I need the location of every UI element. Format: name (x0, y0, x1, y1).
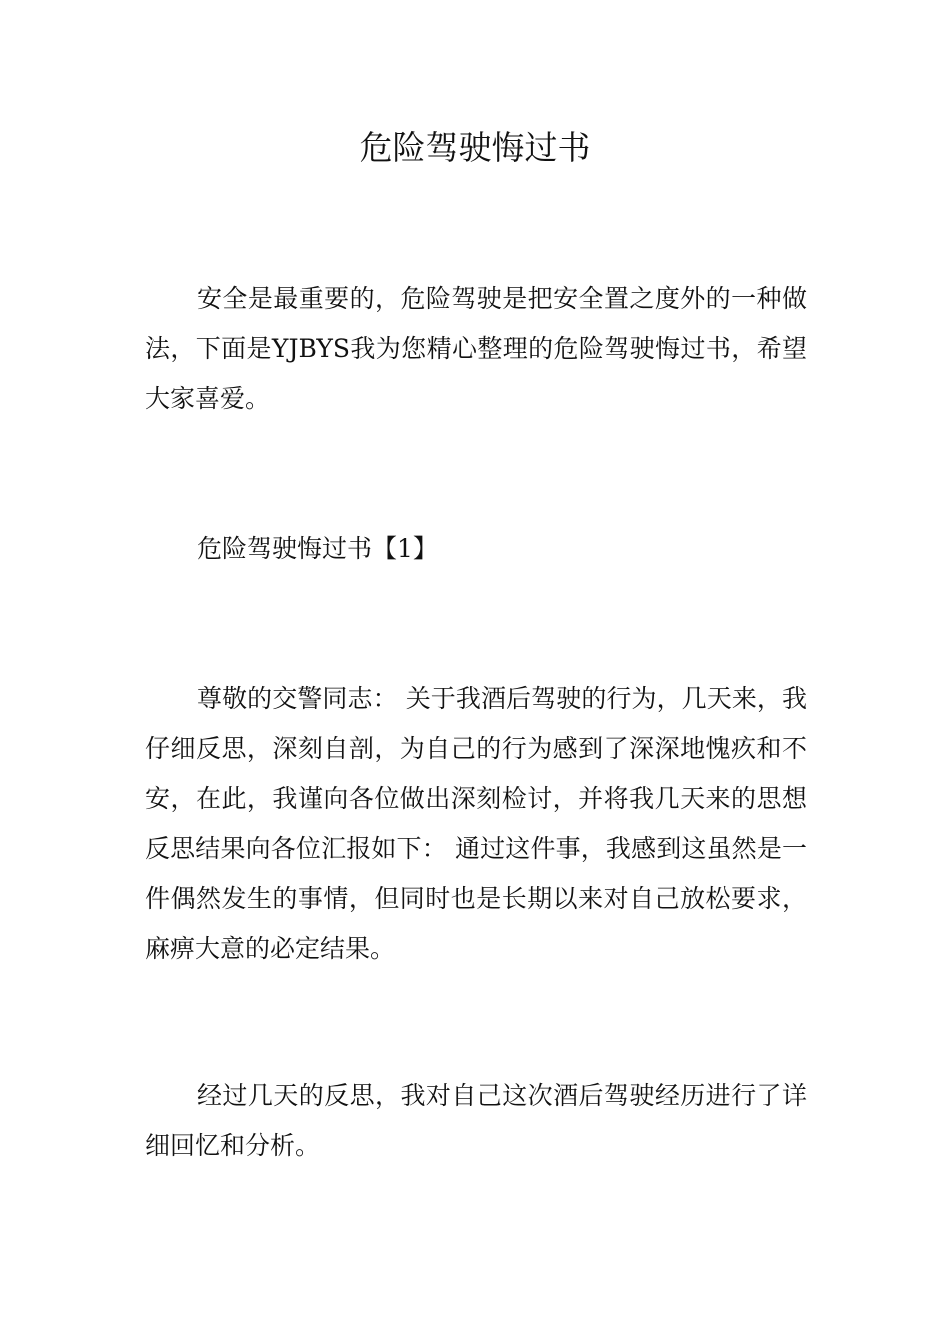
body-paragraph-1: 尊敬的交警同志： 关于我酒后驾驶的行为，几天来，我仔细反思，深刻自剖，为自己的行为感到了深深地愧疚和不安，在此，我谨向各位做出深刻检讨，并将我几天来的思想反思结果向各位汇报如下： 通过这件事，我感到这虽然是一件偶然发生的事情，但同时也是长期以来对自己放松要求，麻痹大意的必定结果。 (145, 684, 807, 963)
document-title: 危险驾驶悔过书 (359, 128, 591, 167)
intro-paragraph: 安全是最重要的，危险驾驶是把安全置之度外的一种做法，下面是YJBYS我为您精心整理的危险驾驶悔过书，希望大家喜爱。 (145, 284, 807, 413)
body-paragraph-2: 经过几天的反思，我对自己这次酒后驾驶经历进行了详细回忆和分析。 (145, 1081, 807, 1160)
section-heading: 危险驾驶悔过书【1】 (197, 534, 438, 563)
